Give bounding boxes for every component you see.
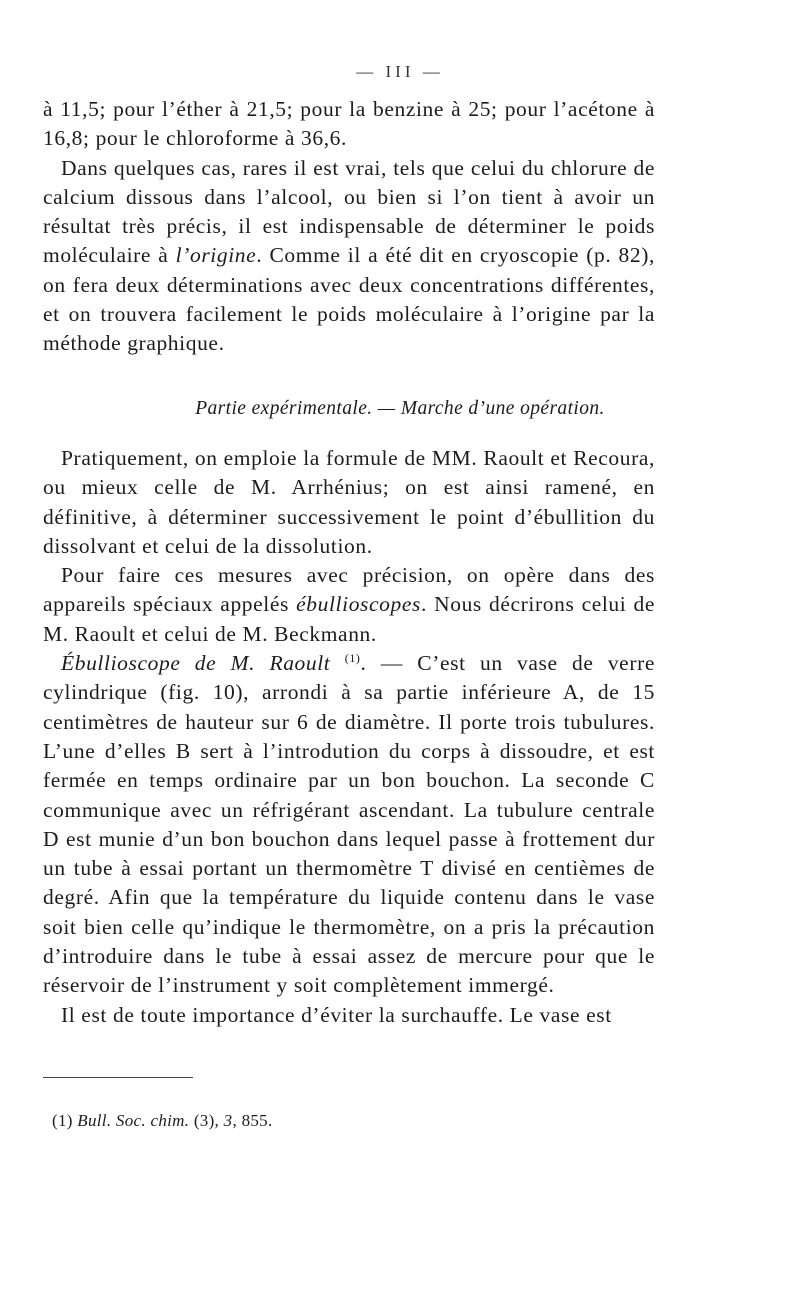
paragraph-practical-formula: Pratiquement, on emploie la formule de MM. Raoult et Recoura, ou mieux celle de M. Arrhénius; on est ainsi ramené, en définitive, à déterminer successivement le point d’ébullition du dissolvant et celui de la dissolution. xyxy=(43,446,655,558)
text-run: . Comme il a été dit en cryoscopie (p. 82), on fera deux déterminations avec deux concentrations différentes, et on trouvera facilement le poids moléculaire à l’origine par la méthode graphique. xyxy=(43,243,655,356)
italic-origin: l’origine xyxy=(175,243,257,268)
paragraph-boiling-constants: à 11,5; pour l’éther à 21,5; pour la benzine à 25; pour l’acétone à 16,8; pour le chloroforme à 36,6. xyxy=(43,97,655,151)
paragraph-origin-weight xyxy=(43,154,655,359)
footnote xyxy=(52,1111,273,1131)
text-run: . Nous décrirons celui de M. Raoult et celui de M. Beckmann. xyxy=(43,592,655,646)
footnote-volume: 3 xyxy=(223,1111,233,1130)
italic-ebullioscope-title: Ébullioscope de M. Raoult xyxy=(61,651,331,676)
text-run: . — C’est un vase de verre cylindrique (fig. 10), arrondi à sa partie inférieure A, de 15 centimètres de hauteur sur 6 de diamètre. Il porte trois tubulures. L’une d’elles B sert à l’introdution du corps à dissoudre, et est fermée en temps ordinaire par un bon bouchon. La seconde C communique avec un réfrigérant ascendant. La tubulure centrale D est munie d’un bon bouchon dans lequel passe à frottement dur un tube à essai portant un thermomètre T divisé en centièmes de degré. Afin que la température du liquide contenu dans le vase soit bien celle qu’indique le thermomètre, on a pris la précaution d’introduire dans le tube à essai assez de mercure pour que le réservoir de l’instrument y soit complètement immergé. xyxy=(43,651,655,998)
paragraph-measurements xyxy=(43,561,655,649)
upper-text-block xyxy=(43,95,655,359)
footnote-rule xyxy=(43,1077,193,1078)
paragraph-superheating: Il est de toute importance d’éviter la surchauffe. Le vase est xyxy=(61,1002,612,1027)
text-run: Pour faire ces mesures avec précision, on opère dans des appareils spéciaux appelés xyxy=(43,563,655,617)
footnote-journal: Bull. Soc. chim. xyxy=(77,1111,190,1130)
footnote-marker: (1) xyxy=(52,1111,73,1130)
footnote-series: (3), xyxy=(189,1111,224,1130)
section-heading: Partie expérimentale. — Marche d’une opération. xyxy=(195,398,605,419)
italic-ebullioscopes: ébullioscopes xyxy=(296,592,421,617)
text-run: Dans quelques cas, rares il est vrai, tels que celui du chlorure de calcium dissous dans l’alcool, ou bien si l’on tient à avoir un résultat très précis, il est indispensable de déterminer le poids moléculaire à xyxy=(43,155,655,268)
footnote-reference: (1) xyxy=(344,650,361,665)
lower-text-block xyxy=(43,444,655,1030)
footnote-page: , 855. xyxy=(232,1111,273,1130)
paragraph-raoult-ebullioscope xyxy=(43,649,655,1001)
running-head-page-number: — III — xyxy=(356,62,444,81)
